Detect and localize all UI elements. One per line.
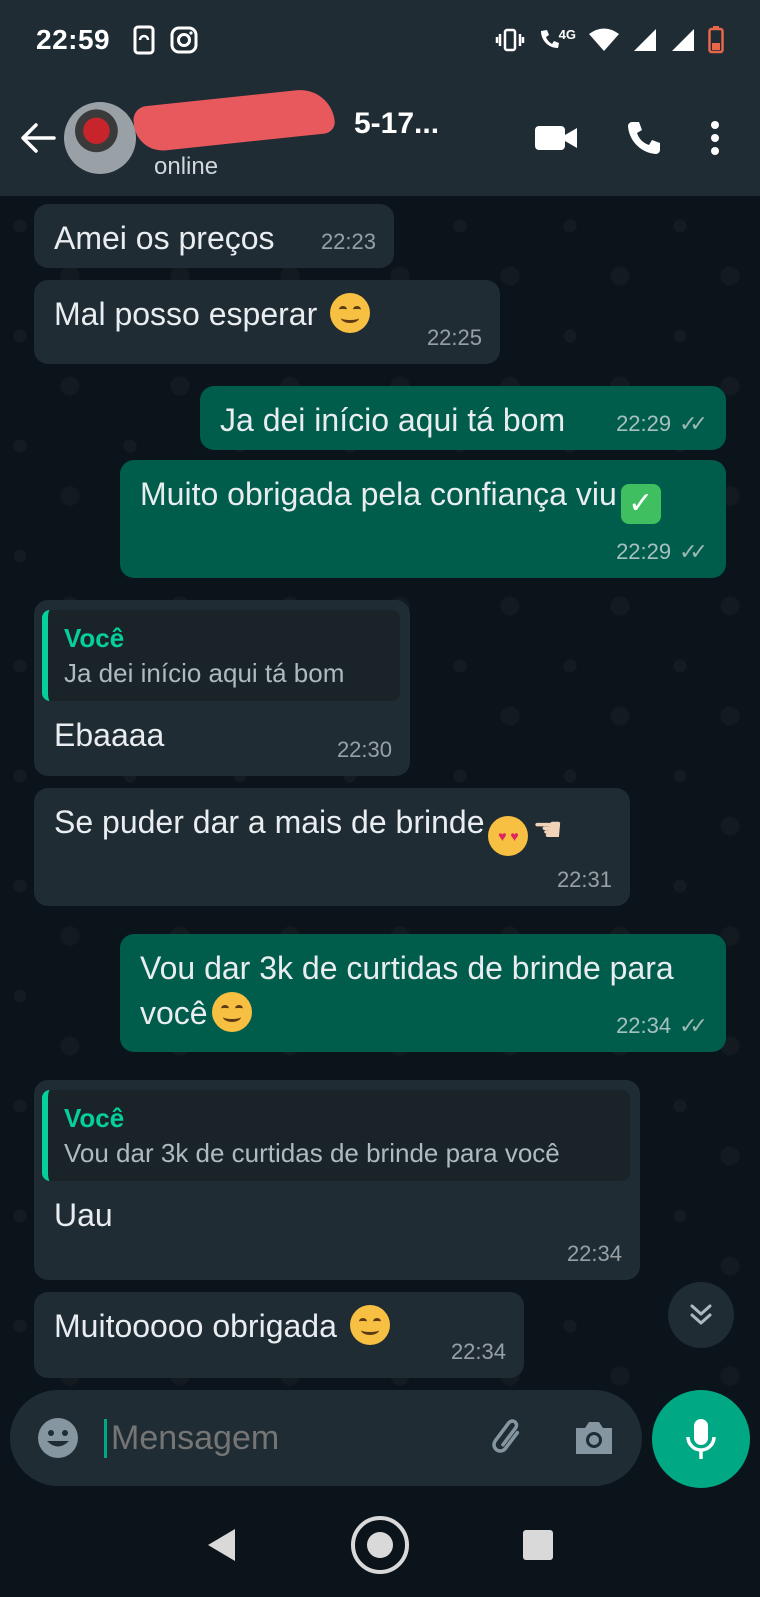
message-input[interactable] [104, 1419, 444, 1458]
voice-message-button[interactable] [652, 1390, 750, 1488]
network-4g-icon: 4G [537, 27, 576, 53]
message-bubble[interactable] [34, 1292, 524, 1378]
back-button[interactable] [18, 118, 58, 158]
nav-home-icon[interactable] [349, 1514, 411, 1576]
system-navigation-bar [0, 1492, 760, 1597]
message-text: Vou dar 3k de curtidas de brinde para você [140, 950, 674, 1031]
status-time: 22:59 [36, 24, 111, 55]
smiling-blush-emoji-icon [350, 1305, 390, 1345]
message-bubble[interactable] [120, 460, 726, 578]
message-text: Amei os preços [54, 220, 275, 256]
scroll-to-bottom-button[interactable] [668, 1282, 734, 1348]
contact-info[interactable] [154, 93, 474, 183]
quoted-message[interactable] [42, 610, 400, 701]
message-composer [10, 1390, 642, 1486]
message-time: 22:23 [320, 229, 376, 255]
video-call-icon[interactable] [534, 124, 578, 152]
instagram-icon [170, 26, 198, 54]
contact-name: 5-17... [354, 107, 440, 140]
chat-header [0, 80, 760, 196]
redaction-mark [132, 87, 336, 154]
nav-back-icon[interactable] [205, 1526, 239, 1564]
signal-icon-2 [670, 27, 696, 53]
phone-sync-icon [132, 25, 156, 55]
message-time: 22:34 [566, 1241, 622, 1267]
nav-recents-icon[interactable] [521, 1528, 555, 1562]
message-text: Ebaaaa [54, 717, 165, 754]
attach-icon[interactable] [488, 1416, 528, 1460]
quote-author: Você [64, 623, 125, 653]
message-text: Muitooooo obrigada [54, 1308, 337, 1344]
check-mark-emoji-icon: ✓ [621, 484, 661, 524]
message-text: Ja dei início aqui tá bom [220, 402, 566, 438]
battery-icon [708, 26, 724, 54]
quote-author: Você [64, 1103, 125, 1133]
message-bubble[interactable] [34, 600, 410, 776]
vibrate-icon [495, 28, 525, 52]
message-bubble[interactable] [34, 788, 630, 906]
read-ticks-icon: ✓✓ [679, 411, 700, 437]
message-time: 22:30 [336, 737, 392, 763]
emoji-icon[interactable] [36, 1416, 80, 1460]
more-options-icon[interactable] [710, 120, 720, 156]
message-text: Se puder dar a mais de brinde [54, 804, 485, 840]
camera-icon[interactable] [572, 1419, 616, 1457]
double-chevron-down-icon [687, 1301, 715, 1329]
signal-icon [632, 27, 658, 53]
quote-text: Vou dar 3k de curtidas de brinde para você [64, 1138, 560, 1169]
smiling-blush-emoji-icon [212, 992, 252, 1032]
message-bubble[interactable] [200, 386, 726, 450]
message-time: 22:25 [426, 325, 482, 351]
message-bubble[interactable] [34, 204, 394, 268]
message-bubble[interactable] [34, 1080, 640, 1280]
message-list[interactable] [0, 196, 760, 1386]
contact-avatar[interactable] [64, 102, 136, 174]
smiling-hearts-emoji-icon: ♥ ♥ [488, 816, 528, 856]
message-text: Uau [54, 1197, 113, 1234]
message-time: 22:29 [616, 539, 672, 565]
message-time: 22:34 [616, 1013, 672, 1039]
arrow-left-icon [20, 122, 56, 154]
message-time: 22:34 [450, 1339, 506, 1365]
quote-text: Ja dei início aqui tá bom [64, 658, 345, 689]
contact-status: online [154, 153, 219, 180]
read-ticks-icon: ✓✓ [679, 1013, 700, 1039]
message-text: Mal posso esperar [54, 296, 318, 332]
quoted-message[interactable] [42, 1090, 630, 1181]
message-time: 22:31 [556, 867, 612, 893]
message-text: Muito obrigada pela confiança viu [140, 476, 617, 512]
microphone-icon [685, 1417, 717, 1461]
phone-call-icon[interactable] [626, 120, 662, 156]
call-me-hand-emoji-icon: ☚ [532, 811, 563, 849]
status-bar [0, 0, 760, 80]
message-time: 22:29 [616, 411, 672, 437]
wifi-icon [588, 27, 620, 53]
read-ticks-icon: ✓✓ [679, 539, 700, 565]
message-bubble[interactable] [120, 934, 726, 1052]
message-bubble[interactable] [34, 280, 500, 364]
smiling-emoji-icon [330, 293, 370, 333]
